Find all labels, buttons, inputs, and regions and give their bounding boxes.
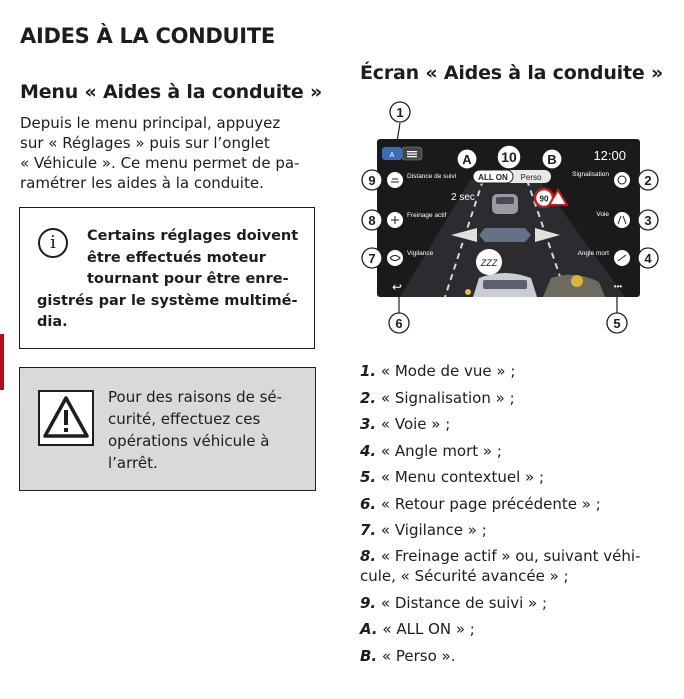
label-voie: Voie: [596, 211, 609, 218]
intro-line: « Véhicule ». Ce menu permet de pa-: [20, 154, 300, 172]
legend-item: A. « ALL ON » ;: [360, 620, 475, 638]
legend-item: 2. « Signalisation » ;: [360, 388, 515, 407]
note-line: être effectués moteur: [87, 249, 266, 266]
legend-item: 7. « Vigilance » ;: [360, 521, 487, 539]
legend-item: 9. « Distance de suivi » ;: [360, 593, 548, 612]
label-angle-mort: Angle mort: [577, 250, 609, 257]
warning-text: [108, 386, 304, 474]
info-note-text: [37, 226, 305, 334]
label-distance: Distance de suivi: [407, 173, 457, 180]
callout-8: 8: [368, 213, 376, 228]
gap-value: 2 sec: [451, 192, 475, 203]
callout-7: 7: [368, 251, 376, 266]
legend-item: 3. « Voie » ;: [360, 415, 451, 433]
toggle-perso-label: Perso: [520, 173, 542, 182]
callout-b: B: [547, 152, 557, 167]
section-heading-menu: Menu « Aides à la conduite »: [20, 81, 323, 103]
warning-line: opérations véhicule à: [108, 432, 270, 450]
note-line: tournant pour être enre-: [87, 271, 289, 287]
legend-item: 6. « Retour page précédente » ;: [360, 494, 601, 513]
legend-item: 8. « Freinage actif » ou, suivant véhi- cule, « Sécurité avancée » ;: [360, 546, 641, 585]
callout-a: A: [462, 152, 472, 167]
note-line: Certains réglages doivent: [87, 228, 299, 244]
intro-line: sur « Réglages » puis sur l’onglet: [20, 134, 270, 152]
svg-text:A: A: [389, 152, 395, 159]
intro-line: Depuis le menu principal, appuyez: [20, 114, 281, 132]
callout-1: 1: [396, 105, 404, 120]
label-vigilance: Vigilance: [407, 250, 434, 257]
warning-box: [19, 367, 316, 491]
page-title: AIDES À LA CONDUITE: [20, 24, 275, 48]
more-menu-icon: •••: [613, 282, 623, 291]
warning-triangle-icon: [38, 390, 94, 446]
speed-value: 10: [501, 149, 517, 165]
info-note-box: [19, 207, 315, 349]
note-line: gistrés par le système multimé-: [37, 292, 298, 309]
back-icon: ↩: [391, 280, 403, 294]
legend-item: 5. « Menu contextuel » ;: [360, 468, 545, 486]
warning-line: l’arrêt.: [108, 454, 158, 472]
info-icon: i: [38, 228, 68, 258]
label-freinage: Freinage actif: [407, 212, 447, 219]
toggle-all-on-label: ALL ON: [478, 173, 508, 182]
warning-line: Pour des raisons de sé-: [108, 388, 283, 406]
clock: 12:00: [593, 148, 626, 163]
vigilance-sleep-icon: ZZZ: [480, 258, 498, 268]
page-edge-marker: [0, 334, 4, 390]
callout-2: 2: [644, 173, 652, 188]
callout-6: 6: [395, 316, 403, 331]
label-signalisation: Signalisation: [572, 171, 609, 178]
intro-paragraph: [20, 113, 320, 193]
callout-4: 4: [644, 251, 652, 266]
legend-list: [360, 358, 675, 669]
callout-5: 5: [613, 316, 621, 331]
svg-text:90: 90: [539, 194, 549, 204]
callout-3: 3: [644, 213, 652, 228]
legend-item: 1. « Mode de vue » ;: [360, 362, 516, 380]
callout-9: 9: [368, 173, 376, 188]
legend-item: B. « Perso ».: [360, 646, 456, 665]
warning-line: curité, effectuez ces: [108, 410, 261, 428]
note-line: dia.: [37, 314, 68, 330]
driving-aids-screen-illustration: [355, 100, 675, 340]
legend-item: 4. « Angle mort » ;: [360, 441, 502, 460]
section-heading-screen: Écran « Aides à la conduite »: [360, 62, 664, 84]
intro-line: ramétrer les aides à la conduite.: [20, 174, 264, 192]
